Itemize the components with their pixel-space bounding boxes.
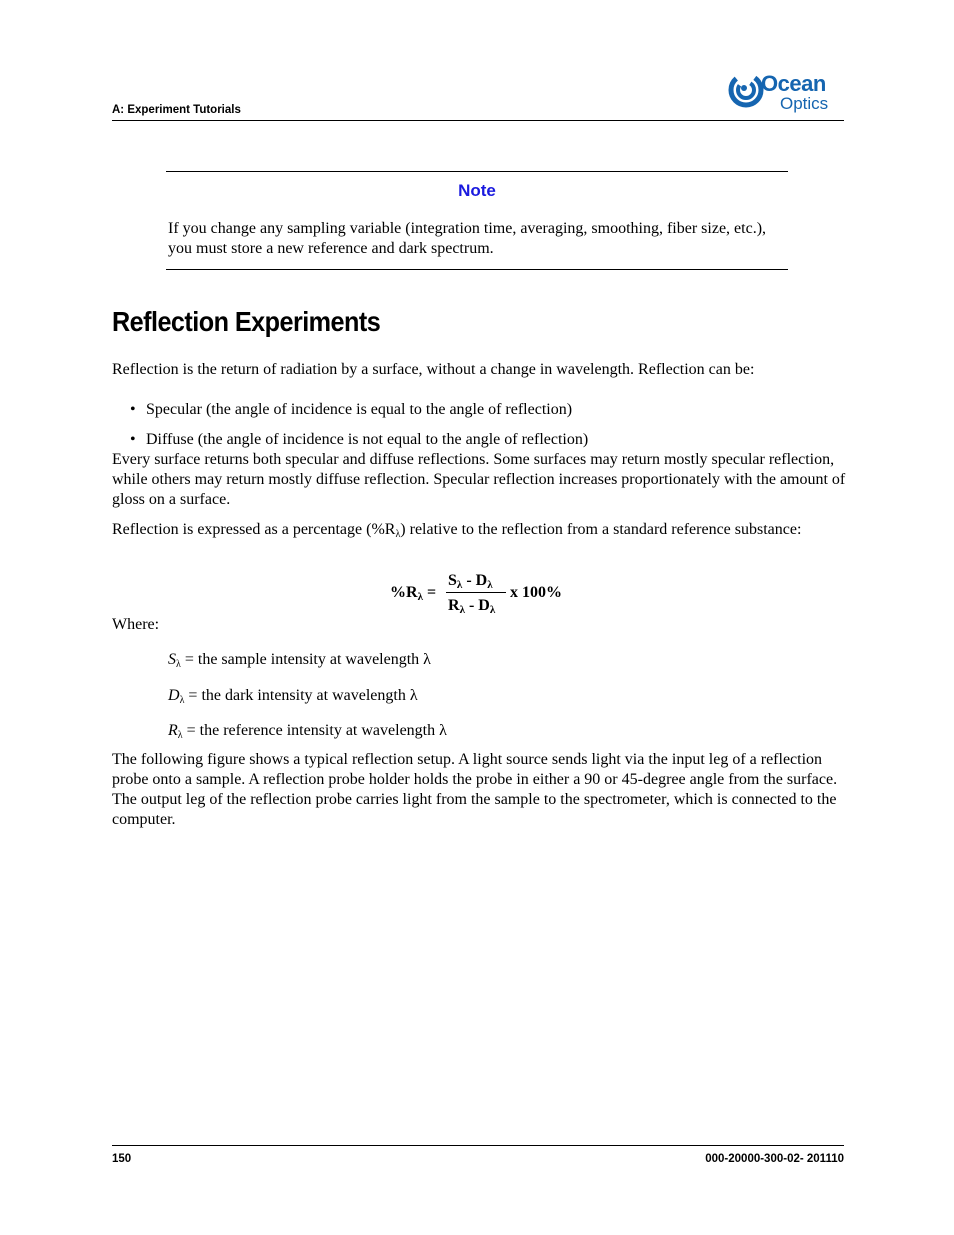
expression-text-before: Reflection is expressed as a percentage (%R xyxy=(112,521,396,538)
note-bottom-rule xyxy=(166,269,788,270)
formula-denominator: $R_\lambda - D_\lambda$ xyxy=(448,597,496,616)
swirl-icon xyxy=(731,75,761,105)
definition-dark: Dλ = the dark intensity at wavelength λ xyxy=(168,687,418,706)
section-heading: Reflection Experiments xyxy=(112,306,381,337)
expression-paragraph xyxy=(112,520,846,545)
ocean-optics-logo xyxy=(728,68,846,116)
bullet-text: Specular (the angle of incidence is equal to the angle of reflection) xyxy=(146,401,573,418)
fraction-bar xyxy=(446,592,506,593)
note-top-rule xyxy=(166,171,788,172)
lambda-subscript: λ xyxy=(395,529,401,540)
definition-sample: Sλ = the sample intensity at wavelength λ xyxy=(168,651,431,670)
intro-paragraph: Reflection is the return of radiation by a surface, without a change in wavelength. Reflection can be: xyxy=(112,361,755,378)
bullet-icon: • xyxy=(130,431,136,448)
surface-paragraph: Every surface returns both specular and diffuse reflections. Some surfaces may return mostly specular reflection, while others may return mostly diffuse reflection. Specular reflection increases proportionately with the amount of gloss on a surface. xyxy=(112,451,846,508)
running-header: A: Experiment Tutorials xyxy=(112,104,241,116)
formula-rhs: x 100% xyxy=(510,584,562,601)
header-rule xyxy=(112,120,844,121)
expression-text-after: ) relative to the reflection from a standard reference substance: xyxy=(400,521,802,538)
logo-line-1: Ocean xyxy=(761,71,826,96)
footer-rule xyxy=(112,1145,844,1146)
formula-numerator: $S_\lambda - D_\lambda$ xyxy=(448,572,493,591)
logo-line-2: Optics xyxy=(780,94,829,113)
bullet-icon: • xyxy=(130,401,136,418)
note-title: Note xyxy=(458,181,496,200)
document-number: 000-20000-300-02- 201110 xyxy=(705,1153,844,1165)
page-number: 150 xyxy=(112,1153,132,1165)
note-body: If you change any sampling variable (integration time, averaging, smoothing, fiber size, etc.), you must store a new reference and dark spectrum. xyxy=(168,220,767,257)
figure-paragraph: The following figure shows a typical reflection setup. A light source sends light via the input leg of a reflection probe onto a sample. A reflection probe holder holds the probe in either a 90 or 45-degree angle from the surface. The output leg of the reflection probe carries light from the sample to the spectrometer, which is connected to the computer. xyxy=(112,751,838,828)
definition-reference: Rλ = the reference intensity at wavelength λ xyxy=(168,722,447,741)
formula-lhs: $\%R_\lambda$ = xyxy=(390,584,437,603)
where-label: Where: xyxy=(112,616,160,633)
list-item xyxy=(130,430,588,450)
list-item xyxy=(130,400,572,420)
bullet-text: Diffuse (the angle of incidence is not equal to the angle of reflection) xyxy=(146,431,589,448)
